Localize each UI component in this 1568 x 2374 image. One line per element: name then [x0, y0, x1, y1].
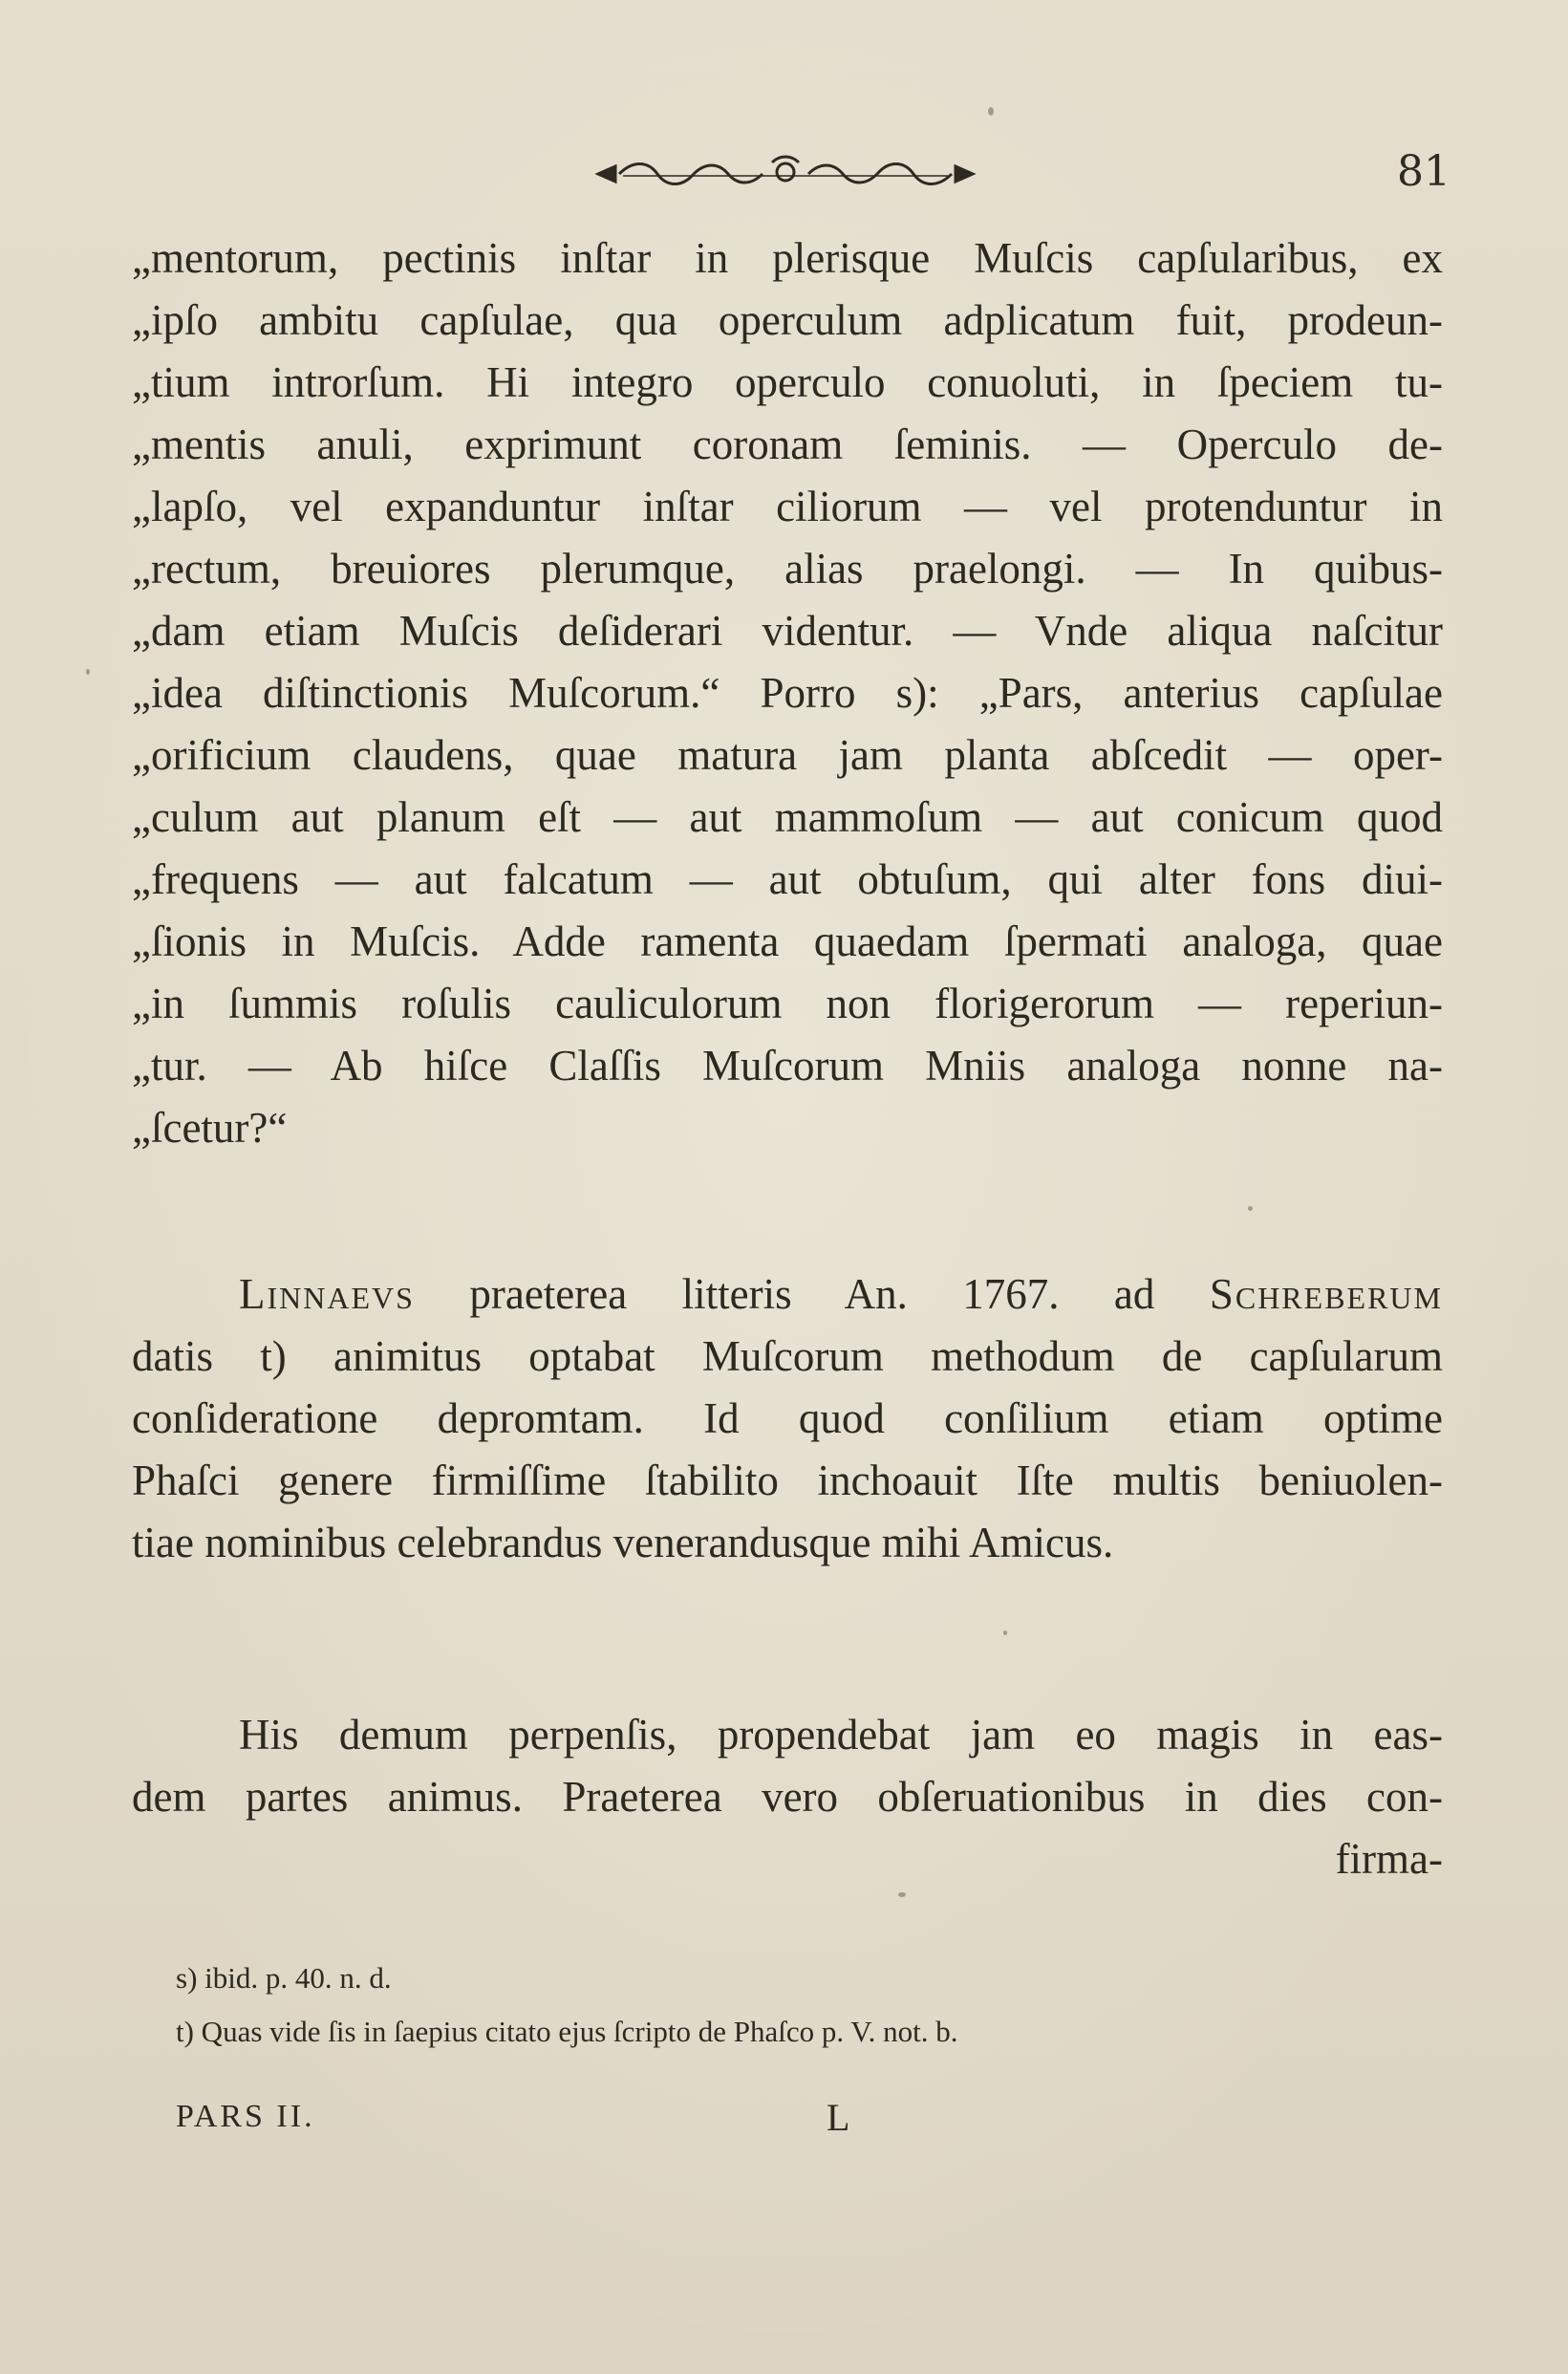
text-fragment: praeterea litteris An. 1767. ad	[414, 1270, 1210, 1318]
text-line: „ſionis in Muſcis. Adde ramenta quaedam ſpermati analoga, quae	[132, 917, 1443, 965]
paragraph-linnaeus	[132, 1263, 1443, 1574]
name-linnaeus: Linnaevs	[239, 1270, 415, 1318]
signature-mark: L	[827, 2096, 850, 2139]
text-line: „orificium claudens, quae matura jam planta abſcedit — oper-	[132, 731, 1443, 779]
text-line: His demum perpenſis, propendebat jam eo magis in eas-	[239, 1711, 1443, 1759]
footnotes	[176, 1952, 1322, 2059]
text-line: conſideratione depromtam. Id quod conſilium etiam optime	[132, 1394, 1443, 1442]
text-line: „culum aut planum eſt — aut mammoſum — aut conicum quod	[132, 793, 1443, 841]
footnote-s: s) ibid. p. 40. n. d.	[176, 1961, 392, 1995]
paper-speck	[1248, 1206, 1253, 1211]
paper-speck	[898, 1892, 906, 1897]
paper-speck	[86, 669, 90, 675]
text-line: „dam etiam Muſcis deſiderari videntur. — Vnde aliqua naſcitur	[132, 607, 1443, 655]
text-line: Phaſci genere firmiſſime ſtabilito inchoauit Iſte multis beniuolen-	[132, 1457, 1443, 1504]
text-line: „mentorum, pectinis inſtar in plerisque Muſcis capſularibus, ex	[132, 234, 1443, 282]
paper-speck	[1003, 1630, 1007, 1635]
text-line: „lapſo, vel expanduntur inſtar ciliorum — vel protenduntur in	[132, 483, 1443, 530]
text-line: dem partes animus. Praeterea vero obſeruationibus in dies con-	[132, 1773, 1443, 1821]
text-line	[132, 1263, 1443, 1326]
text-line: „in ſummis roſulis cauliculorum non florigerorum — reperiun-	[132, 980, 1443, 1027]
text-line: „ipſo ambitu capſulae, qua operculum adplicatum fuit, prodeun-	[132, 296, 1443, 344]
paper-speck	[988, 107, 994, 116]
paragraph-his-demum	[132, 1704, 1443, 1890]
text-line: „ſcetur?“	[132, 1104, 288, 1152]
text-line: „rectum, breuiores plerumque, alias praelongi. — In quibus-	[132, 545, 1443, 593]
paragraph-quotation	[132, 227, 1443, 1159]
page-number: 81	[1397, 147, 1450, 196]
text-line: „tur. — Ab hiſce Claſſis Muſcorum Mniis analoga nonne na-	[132, 1042, 1443, 1090]
text-line: „frequens — aut falcatum — aut obtuſum, qui alter fons diui-	[132, 855, 1443, 903]
text-line: „idea diſtinctionis Muſcorum.“ Porro s): „Pars, anterius capſulae	[132, 669, 1443, 717]
text-line: tiae nominibus celebrandus venerandusque mihi Amicus.	[132, 1519, 1114, 1566]
part-label: PARS II.	[176, 2099, 315, 2134]
footnote-t: t) Quas vide ſis in ſaepius citato ejus ſcripto de Phaſco p. V. not. b.	[176, 2015, 958, 2048]
catchword: firma-	[1335, 1835, 1443, 1883]
text-line: „mentis anuli, exprimunt coronam ſeminis. — Operculo de-	[132, 421, 1443, 468]
text-line: „tium introrſum. Hi integro operculo conuoluti, in ſpeciem tu-	[132, 358, 1443, 406]
decorative-headpiece-icon	[594, 155, 977, 193]
text-line: datis t) animitus optabat Muſcorum methodum de capſularum	[132, 1332, 1443, 1380]
name-schreber: Schreberum	[1209, 1270, 1443, 1318]
